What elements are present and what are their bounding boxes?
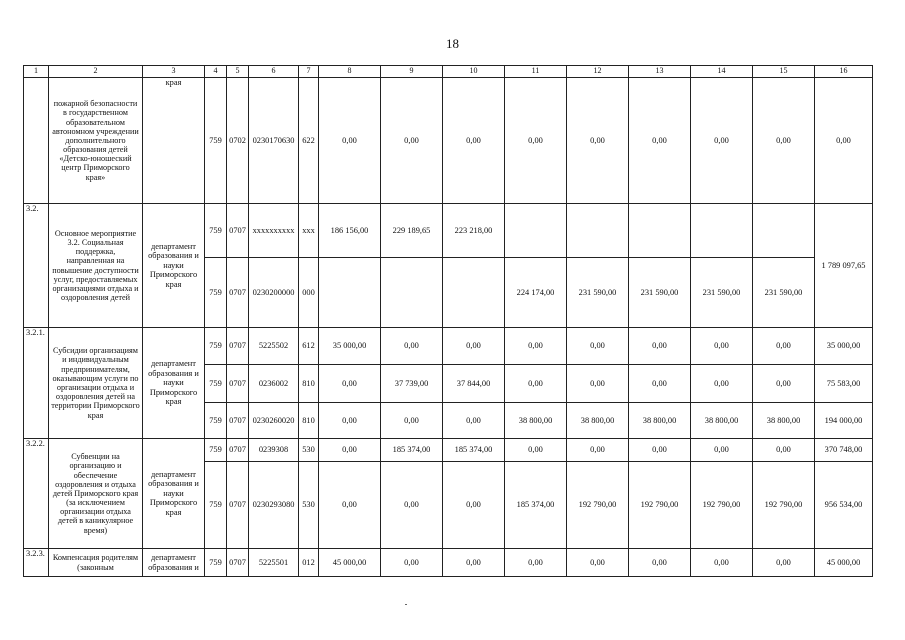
measure-name: пожарной безопасности в государственном образовательном автономном учреждении дополнительного образования детей «Детско-юношеский центр Приморского края» xyxy=(49,78,143,204)
row-number: 3.2. xyxy=(24,204,49,328)
table-cell: 0230293080 xyxy=(249,462,299,549)
table-cell: 38 800,00 xyxy=(567,403,629,439)
table-row xyxy=(24,78,873,204)
table-cell: 0,00 xyxy=(319,439,381,462)
table-cell: 185 374,00 xyxy=(505,462,567,549)
table-cell: 38 800,00 xyxy=(691,403,753,439)
table-cell: 0,00 xyxy=(691,78,753,204)
table-cell: 0707 xyxy=(227,328,249,365)
table-cell: 185 374,00 xyxy=(443,439,505,462)
table-cell: 231 590,00 xyxy=(567,258,629,328)
table-cell: 530 xyxy=(299,439,319,462)
table-cell: 0,00 xyxy=(443,462,505,549)
table-cell: 37 739,00 xyxy=(381,365,443,403)
table-cell: 0707 xyxy=(227,204,249,258)
table-cell: 185 374,00 xyxy=(381,439,443,462)
table-cell: 192 790,00 xyxy=(567,462,629,549)
table-cell: 186 156,00 xyxy=(319,204,381,258)
column-header: 7 xyxy=(299,66,319,78)
table-cell: 0707 xyxy=(227,549,249,577)
table-cell: xxx xyxy=(299,204,319,258)
column-header: 2 xyxy=(49,66,143,78)
table-cell: 622 xyxy=(299,78,319,204)
row-total: 35 000,00 xyxy=(815,328,873,365)
row-number: 3.2.1. xyxy=(24,328,49,439)
table-cell: 45 000,00 xyxy=(319,549,381,577)
scan-speck xyxy=(405,604,407,605)
table-cell: 192 790,00 xyxy=(629,462,691,549)
column-header: 10 xyxy=(443,66,505,78)
table-cell: 231 590,00 xyxy=(691,258,753,328)
column-header: 8 xyxy=(319,66,381,78)
table-cell: 759 xyxy=(205,258,227,328)
executor: департамент образования и науки Приморского края xyxy=(143,439,205,549)
table-cell: 759 xyxy=(205,204,227,258)
row-number: 3.2.2. xyxy=(24,439,49,549)
table-cell xyxy=(629,204,691,258)
table-cell: 0,00 xyxy=(505,549,567,577)
measure-name: Субвенции на организацию и обеспечение оздоровления и отдыха детей Приморского края (за исключением организации отдыха детей в каникулярное время) xyxy=(49,439,143,549)
table-cell: 35 000,00 xyxy=(319,328,381,365)
table-cell: 759 xyxy=(205,549,227,577)
table-cell: 0702 xyxy=(227,78,249,204)
table-cell: 0,00 xyxy=(381,462,443,549)
table-cell: 0230260020 xyxy=(249,403,299,439)
row-total: 370 748,00 xyxy=(815,439,873,462)
table-cell: 0,00 xyxy=(443,78,505,204)
table-cell: 759 xyxy=(205,439,227,462)
table-cell: 0,00 xyxy=(691,549,753,577)
table-cell: 0,00 xyxy=(567,328,629,365)
column-header: 6 xyxy=(249,66,299,78)
row-total: 956 534,00 xyxy=(815,462,873,549)
table-cell: 0,00 xyxy=(753,549,815,577)
table-cell: 759 xyxy=(205,328,227,365)
table-cell: 5225501 xyxy=(249,549,299,577)
table-cell: xxxxxxxxxx xyxy=(249,204,299,258)
table-cell: 0,00 xyxy=(319,403,381,439)
table-cell: 0,00 xyxy=(381,328,443,365)
table-cell: 38 800,00 xyxy=(505,403,567,439)
table-cell: 0,00 xyxy=(567,78,629,204)
column-header: 16 xyxy=(815,66,873,78)
table-cell: 0,00 xyxy=(629,439,691,462)
table-cell xyxy=(691,204,753,258)
table-cell xyxy=(319,258,381,328)
row-number: 3.2.3. xyxy=(24,549,49,577)
column-header: 11 xyxy=(505,66,567,78)
table-cell: 759 xyxy=(205,365,227,403)
table-cell: 0707 xyxy=(227,462,249,549)
table-cell: 0,00 xyxy=(319,365,381,403)
table-cell: 231 590,00 xyxy=(629,258,691,328)
column-header: 13 xyxy=(629,66,691,78)
budget-table xyxy=(23,65,873,577)
table-cell: 231 590,00 xyxy=(753,258,815,328)
table-cell: 530 xyxy=(299,462,319,549)
table-cell: 37 844,00 xyxy=(443,365,505,403)
executor: департамент образования и науки Приморского края xyxy=(143,204,205,328)
column-header: 14 xyxy=(691,66,753,78)
table-cell: 0,00 xyxy=(629,365,691,403)
table-cell: 0,00 xyxy=(691,328,753,365)
table-cell: 759 xyxy=(205,403,227,439)
table-cell: 0,00 xyxy=(443,549,505,577)
table-cell: 38 800,00 xyxy=(753,403,815,439)
table-cell xyxy=(443,258,505,328)
table-cell: 0,00 xyxy=(753,365,815,403)
table-cell: 012 xyxy=(299,549,319,577)
table-cell: 0,00 xyxy=(381,78,443,204)
table-cell: 612 xyxy=(299,328,319,365)
table-cell: 0,00 xyxy=(505,365,567,403)
header-row xyxy=(24,66,873,78)
column-header: 15 xyxy=(753,66,815,78)
column-header: 5 xyxy=(227,66,249,78)
executor: департамент образования и xyxy=(143,549,205,577)
table-cell: 0,00 xyxy=(567,439,629,462)
page-number: 18 xyxy=(446,36,459,51)
row-number xyxy=(24,78,49,204)
table-cell: 0,00 xyxy=(629,78,691,204)
executor: департамент образования и науки Приморского края xyxy=(143,328,205,439)
table-cell: 5225502 xyxy=(249,328,299,365)
row-total: 0,00 xyxy=(815,78,873,204)
table-row xyxy=(24,328,873,365)
table-cell: 0,00 xyxy=(567,549,629,577)
table-cell: 0,00 xyxy=(505,439,567,462)
table-cell: 229 189,65 xyxy=(381,204,443,258)
table-cell: 0236002 xyxy=(249,365,299,403)
table-cell: 192 790,00 xyxy=(753,462,815,549)
table-cell: 0,00 xyxy=(505,328,567,365)
column-header: 3 xyxy=(143,66,205,78)
table-cell: 0230170630 xyxy=(249,78,299,204)
table-cell: 0,00 xyxy=(629,549,691,577)
column-header: 9 xyxy=(381,66,443,78)
table-cell: 810 xyxy=(299,403,319,439)
table-cell: 0,00 xyxy=(691,365,753,403)
table-cell: 0,00 xyxy=(753,439,815,462)
table-cell: 224 174,00 xyxy=(505,258,567,328)
table-cell: 759 xyxy=(205,78,227,204)
column-header: 12 xyxy=(567,66,629,78)
table-cell: 0,00 xyxy=(691,439,753,462)
table-cell xyxy=(505,204,567,258)
table-row xyxy=(24,439,873,462)
table-cell: 0,00 xyxy=(443,403,505,439)
row-total: 75 583,00 xyxy=(815,365,873,403)
row-total: 45 000,00 xyxy=(815,549,873,577)
measure-name: Основное мероприятие 3.2. Социальная поддержка, направленная на повышение доступности услуг, предоставляемых организациями отдыха и оздоровления детей xyxy=(49,204,143,328)
table-cell: 0,00 xyxy=(381,549,443,577)
table-cell: 38 800,00 xyxy=(629,403,691,439)
executor: края xyxy=(143,78,205,204)
table-cell: 0239308 xyxy=(249,439,299,462)
table-cell: 0,00 xyxy=(753,78,815,204)
table-cell: 0707 xyxy=(227,439,249,462)
table-cell: 0,00 xyxy=(567,365,629,403)
table-row xyxy=(24,549,873,577)
table-cell: 0,00 xyxy=(319,78,381,204)
table-cell: 0230200000 xyxy=(249,258,299,328)
table-cell: 223 218,00 xyxy=(443,204,505,258)
table-cell: 192 790,00 xyxy=(691,462,753,549)
measure-name: Субсидии организациям и индивидуальным предпринимателям, оказывающим услуги по организации отдыха и оздоровления детей на территории Приморского края xyxy=(49,328,143,439)
table-cell: 0707 xyxy=(227,258,249,328)
column-header: 4 xyxy=(205,66,227,78)
table-cell xyxy=(381,258,443,328)
table-cell: 0,00 xyxy=(443,328,505,365)
table-row xyxy=(24,204,873,258)
table-cell: 000 xyxy=(299,258,319,328)
row-total: 194 000,00 xyxy=(815,403,873,439)
table-cell: 0,00 xyxy=(319,462,381,549)
measure-name: Компенсация родителям (законным xyxy=(49,549,143,577)
table-cell: 0707 xyxy=(227,365,249,403)
table-cell: 0707 xyxy=(227,403,249,439)
table-cell xyxy=(567,204,629,258)
table-cell: 810 xyxy=(299,365,319,403)
table-cell xyxy=(753,204,815,258)
table-cell: 759 xyxy=(205,462,227,549)
table-cell: 0,00 xyxy=(381,403,443,439)
row-total: 1 789 097,65 xyxy=(815,204,873,328)
table-cell: 0,00 xyxy=(505,78,567,204)
table-cell: 0,00 xyxy=(629,328,691,365)
column-header: 1 xyxy=(24,66,49,78)
table-cell: 0,00 xyxy=(753,328,815,365)
